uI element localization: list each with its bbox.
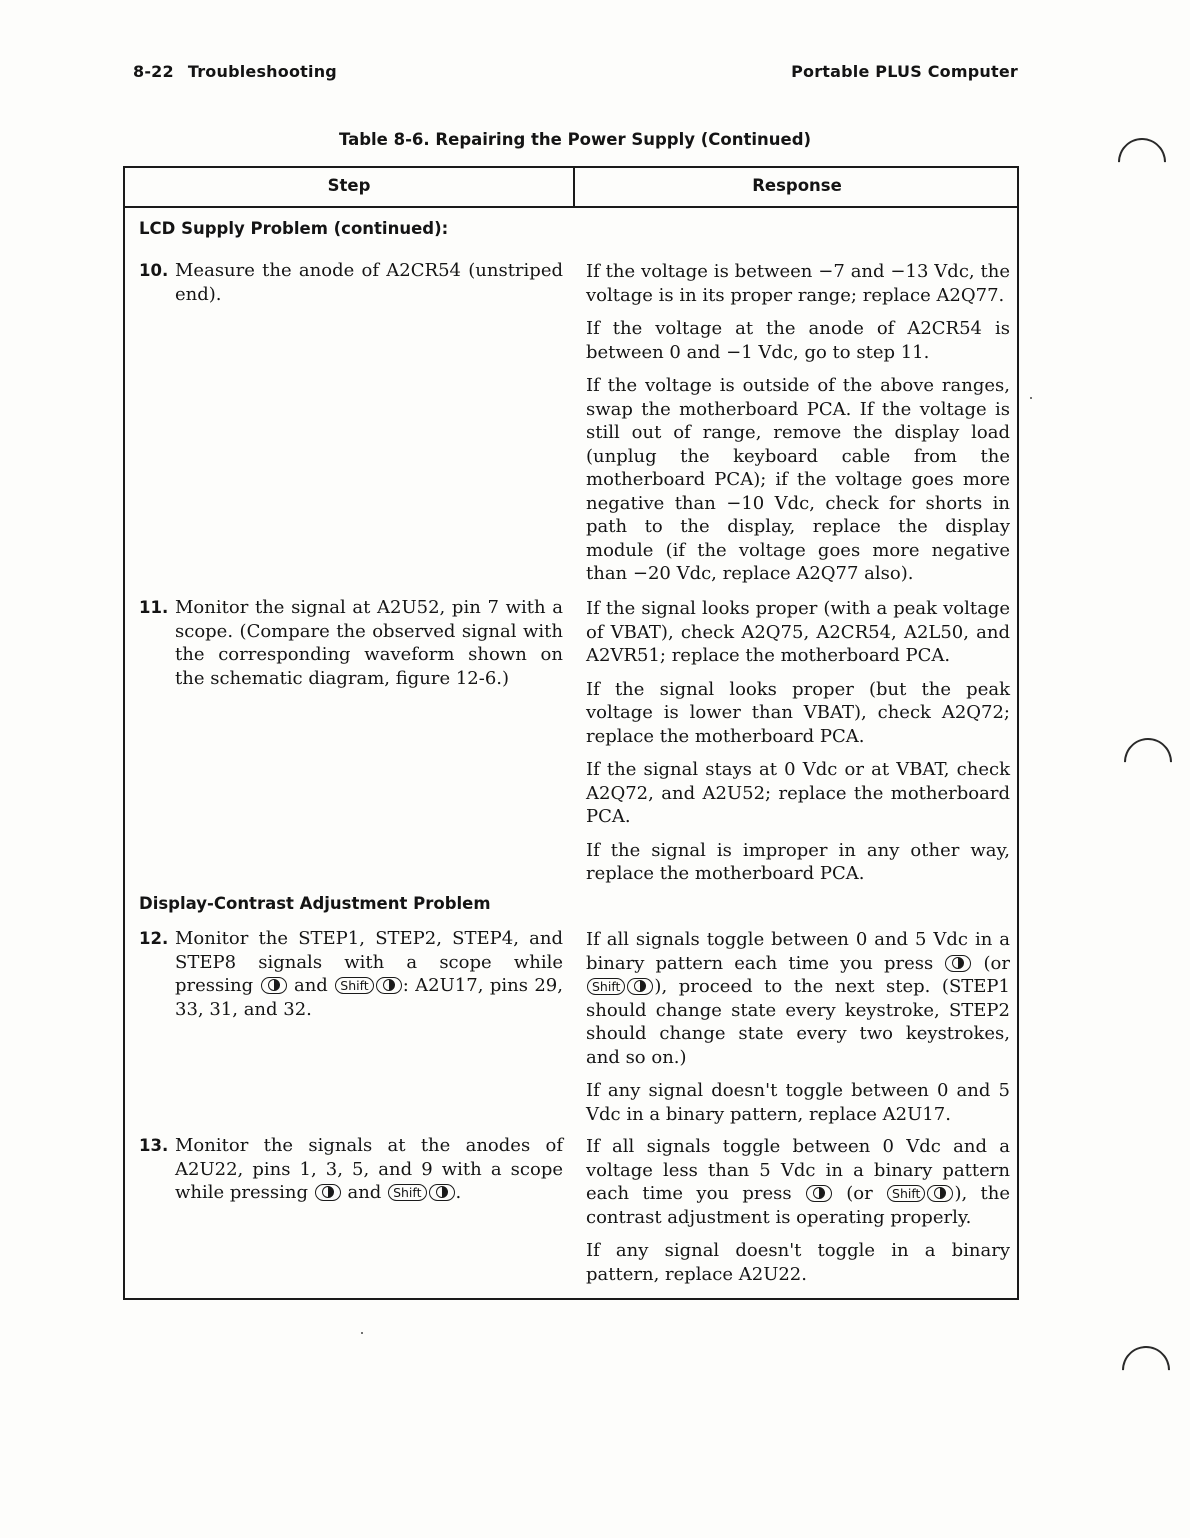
step-number: 12. (139, 929, 169, 948)
response-text-part: (or (846, 1183, 873, 1204)
response-paragraph: If any signal doesn't toggle between 0 and 5 Vdc in a binary pattern, replace A2U17. (586, 1080, 1010, 1125)
chapter-title: Troubleshooting (187, 62, 337, 81)
response-text-part: If all signals toggle between 0 and 5 Vdc in a binary pattern each time you press (586, 929, 1010, 974)
response-text-part: ), proceed to the next step. (STEP1 should change state every keystroke, STEP2 should change state every two keystrokes, and so on.) (586, 976, 1010, 1068)
contrast-key-icon (627, 978, 653, 995)
step-text: Measure the anode of A2CR54 (unstriped end). (175, 260, 563, 305)
response-13 (586, 1135, 1010, 1296)
response-paragraph: If the voltage is outside of the above ranges, swap the motherboard PCA. If the voltage is still out of range, remove the display load (unplug the keyboard cable from the motherboard PCA); if the voltage goes more negative than −10 Vdc, check for shorts in path to the display, replace the display module (if the voltage goes more negative than −20 Vdc, replace A2Q77 also). (586, 375, 1010, 584)
shift-key-icon: Shift (587, 978, 625, 995)
response-12 (586, 928, 1010, 1136)
page-header-left (133, 62, 337, 81)
repair-table (123, 166, 1019, 1300)
contrast-key-icon (315, 1184, 341, 1201)
speck (361, 1332, 363, 1334)
response-paragraph: If the voltage is between −7 and −13 Vdc, the voltage is in its proper range; replace A2Q77. (586, 261, 1010, 306)
column-header-step: Step (327, 176, 371, 195)
step-12 (139, 927, 563, 1021)
step-text: Monitor the signal at A2U52, pin 7 with a scope. (Compare the observed signal with the corresponding waveform shown on the schematic diagram, figure 12-6.) (175, 597, 563, 689)
response-paragraph: If the voltage at the anode of A2CR54 is between 0 and −1 Vdc, go to step 11. (586, 318, 1010, 363)
page-number: 8-22 (133, 62, 174, 81)
response-paragraph: If the signal is improper in any other way, replace the motherboard PCA. (586, 839, 1010, 884)
response-paragraph: If any signal doesn't toggle in a binary pattern, replace A2U22. (586, 1240, 1010, 1285)
response-text-part: (or (983, 952, 1010, 974)
step-10 (139, 259, 563, 306)
binder-hole-bottom (1112, 1336, 1180, 1404)
section-heading-contrast: Display-Contrast Adjustment Problem (139, 894, 491, 913)
binder-hole-middle (1114, 728, 1182, 796)
contrast-key-icon (806, 1185, 832, 1202)
contrast-key-icon (429, 1184, 455, 1201)
shift-key-icon: Shift (388, 1184, 426, 1201)
step-text (175, 1134, 563, 1205)
response-10 (586, 260, 1010, 596)
response-11 (586, 597, 1010, 896)
response-paragraph: If the signal looks proper (with a peak voltage of VBAT), check A2Q75, A2CR54, A2L50, and A2VR51; replace the motherboard PCA. (586, 598, 1010, 666)
response-text-part: ), the contrast adjustment is operating properly. (586, 1183, 1010, 1228)
contrast-key-icon (261, 977, 287, 994)
shift-key-icon: Shift (335, 977, 373, 994)
table-header-row (125, 168, 1017, 208)
step-text-part: and (293, 975, 328, 996)
step-text-part: : A2U17, pins 29, 33, 31, and 32. (175, 975, 563, 1020)
column-header-response: Response (752, 176, 842, 195)
step-text (175, 927, 563, 1021)
response-paragraph (586, 1135, 1010, 1229)
step-number: 10. (139, 261, 169, 280)
step-text-part: Monitor the signals at the anodes of A2U22, pins 1, 3, 5, and 9 with a scope while pressing (175, 1135, 563, 1203)
speck (1030, 397, 1032, 399)
step-number: 13. (139, 1136, 169, 1155)
contrast-key-icon (945, 955, 971, 972)
contrast-key-icon (376, 977, 402, 994)
table-caption: Table 8-6. Repairing the Power Supply (Continued) (338, 130, 812, 149)
step-text-part: and (347, 1182, 382, 1203)
response-text-part: If all signals toggle between 0 Vdc and a voltage less than 5 Vdc in a binary pattern each time you press (586, 1136, 1010, 1204)
contrast-key-icon (927, 1185, 953, 1202)
book-title: Portable PLUS Computer (791, 62, 1018, 81)
step-13 (139, 1134, 563, 1205)
step-text-part: Monitor the STEP1, STEP2, STEP4, and STEP8 signals with a scope while pressing (175, 928, 563, 996)
response-paragraph (586, 928, 1010, 1069)
response-paragraph: If the signal stays at 0 Vdc or at VBAT, check A2Q72, and A2U52; replace the motherboard PCA. (586, 759, 1010, 827)
shift-key-icon: Shift (887, 1185, 925, 1202)
step-number: 11. (139, 598, 169, 617)
response-paragraph: If the signal looks proper (but the peak voltage is lower than VBAT), check A2Q72; replace the motherboard PCA. (586, 678, 1010, 747)
step-11 (139, 596, 563, 690)
step-text-part: . (455, 1182, 462, 1203)
section-heading-lcd: LCD Supply Problem (continued): (139, 219, 449, 238)
